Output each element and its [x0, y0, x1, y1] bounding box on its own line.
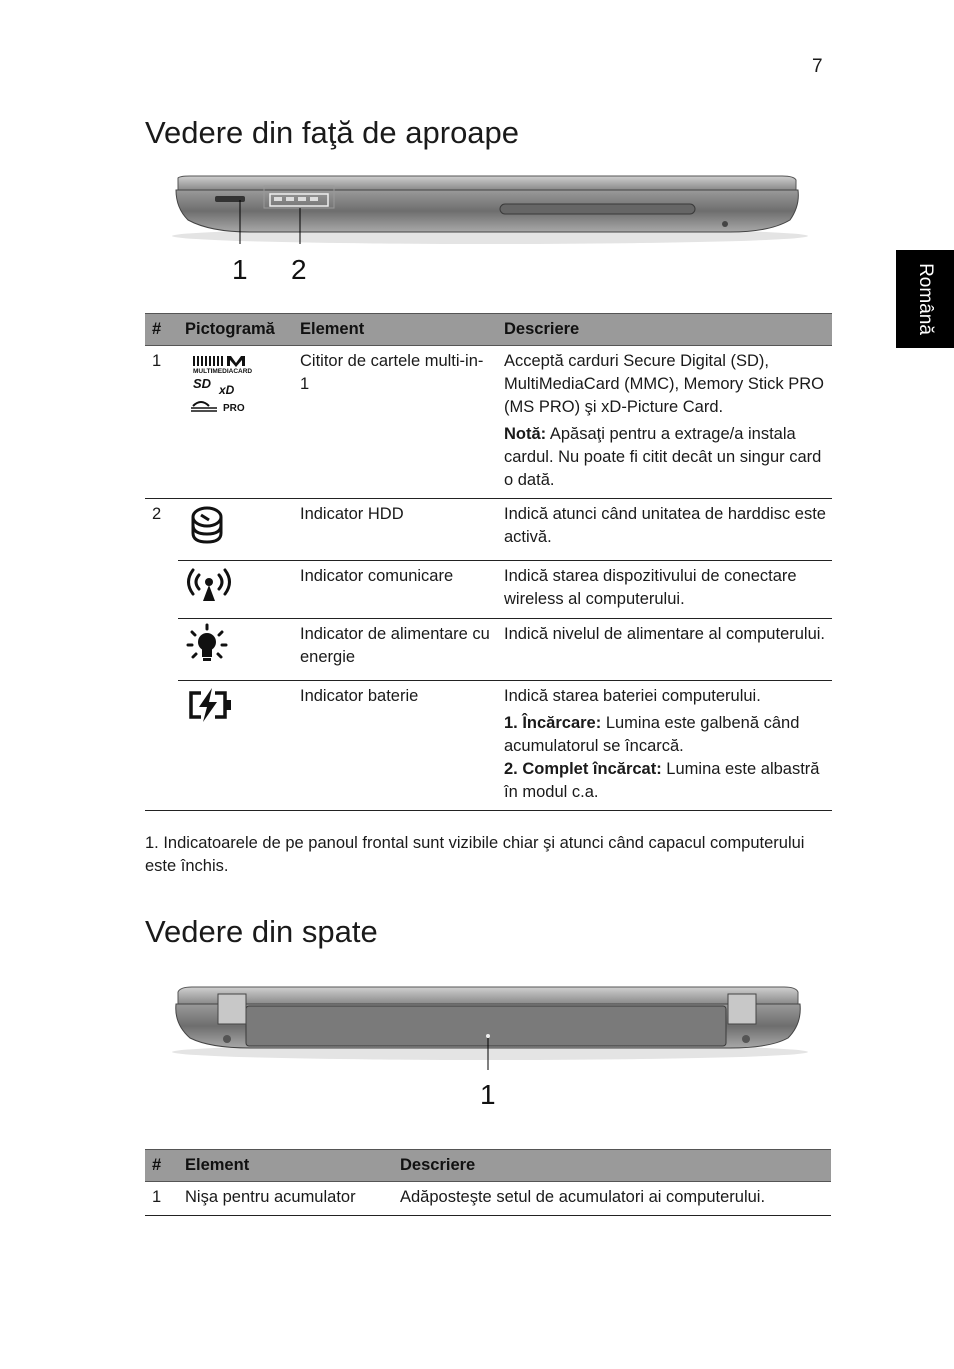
col-header-element: Element	[178, 1150, 393, 1182]
page-number: 7	[812, 56, 823, 77]
battery-icon	[185, 685, 235, 725]
row-element: Indicator comunicare	[293, 561, 497, 619]
table-header-row	[145, 314, 832, 346]
front-view-illustration	[170, 172, 810, 287]
row-number: 2	[152, 505, 162, 523]
col-header-num: #	[145, 1150, 178, 1182]
row-description: Indică nivelul de alimentare al computerului.	[497, 619, 832, 681]
rear-view-illustration	[170, 982, 810, 1112]
table-row	[145, 499, 832, 561]
table-row	[145, 561, 832, 619]
fully-charged-text: Lumina este albastră în modul c.a.	[504, 760, 820, 801]
row-element: Indicator HDD	[293, 499, 497, 561]
rear-view-title: Vedere din spate	[145, 914, 378, 949]
fully-charged-label: 2. Complet încărcat:	[504, 760, 662, 778]
note-label: Notă:	[504, 425, 547, 443]
table-row	[145, 681, 832, 811]
row-element: Nişa pentru acumulator	[178, 1182, 393, 1216]
col-header-element: Element	[293, 314, 497, 346]
row-description: Indică starea dispozitivului de conectare wireless al computerului.	[497, 561, 832, 619]
footnote: 1. Indicatoarele de pe panoul frontal sunt vizibile chiar şi atunci când capacul computerului este închis.	[145, 834, 805, 875]
power-icon	[185, 623, 229, 667]
row-element: Cititor de cartele multi-in-1	[293, 346, 497, 499]
language-tab-label: Română	[915, 263, 937, 335]
table-header-row	[145, 1150, 831, 1182]
svg-text:xD: xD	[219, 383, 235, 397]
note-text: Apăsaţi pentru a extrage/a instala cardul. Nu poate fi citit decât un singur card o dată.	[504, 425, 822, 489]
row-element: Indicator baterie	[293, 681, 497, 811]
mmc-logo-label: MULTIMEDIACARD	[193, 368, 253, 375]
row-description: Acceptă carduri Secure Digital (SD), MultiMediaCard (MMC), Memory Stick PRO (MS PRO) şi xD-Picture Card.	[504, 352, 824, 416]
col-header-icon: Pictogramă	[178, 314, 293, 346]
front-components-table	[145, 313, 832, 811]
row-number: 1	[145, 346, 178, 499]
row-description: Indică atunci când unitatea de harddisc este activă.	[497, 499, 832, 561]
ms-pro-logo-label: PRO	[223, 403, 245, 414]
col-header-num: #	[145, 314, 178, 346]
charging-text: Lumina este galbenă când acumulatorul se încarcă.	[504, 714, 800, 755]
svg-text:SD: SD	[193, 376, 212, 391]
table-row	[145, 346, 832, 499]
hdd-icon	[185, 503, 229, 547]
front-callout-2: 2	[291, 254, 307, 285]
rear-callout-1: 1	[480, 1079, 496, 1110]
rear-components-table	[145, 1149, 831, 1216]
wireless-icon	[185, 565, 233, 605]
row-element: Indicator de alimentare cu energie	[293, 619, 497, 681]
card-reader-logos-icon	[185, 350, 257, 416]
charging-label: 1. Încărcare:	[504, 714, 602, 732]
table-row	[145, 619, 832, 681]
table-row	[145, 1182, 831, 1216]
row-number: 1	[145, 1182, 178, 1216]
front-callout-1: 1	[232, 254, 248, 285]
col-header-description: Descriere	[497, 314, 832, 346]
row-description: Adăposteşte setul de acumulatori ai computerului.	[393, 1182, 831, 1216]
col-header-description: Descriere	[393, 1150, 831, 1182]
language-tab	[896, 250, 954, 348]
row-description: Indică starea bateriei computerului.	[504, 687, 761, 705]
front-view-title: Vedere din faţă de aproape	[145, 115, 520, 150]
